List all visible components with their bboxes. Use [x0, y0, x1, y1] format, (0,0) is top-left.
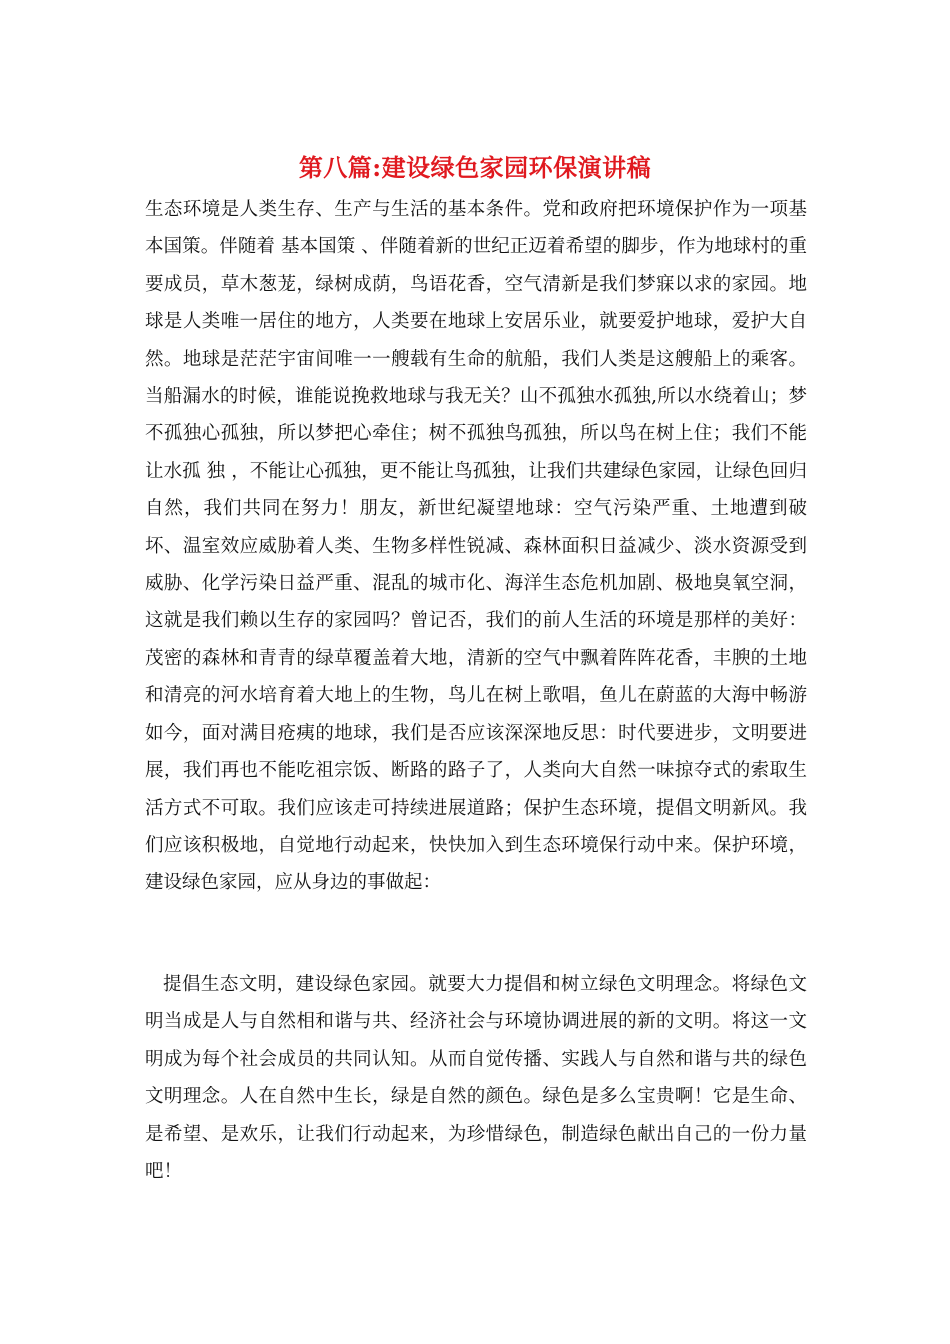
body-paragraph-1: 生态环境是人类生存、生产与生活的基本条件。党和政府把环境保护作为一项基本国策。伴随着 基本国策 、伴随着新的世纪正迈着希望的脚步，作为地球村的重要成员，草木葱茏，绿树成荫，鸟语花香，空气清新是我们梦寐以求的家园。地球是人类唯一居住的地方，人类要在地球上安居乐业，就要爱护地球，爱护大自然。地球是茫茫宇宙间唯一一艘载有生命的航船，我们人类是这艘船上的乘客。当船漏水的时候，谁能说挽救地球与我无关？山不孤独水孤独,所以水绕着山；梦不孤独心孤独，所以梦把心牵住；树不孤独鸟孤独，所以鸟在树上住；我们不能让水孤 独 ，不能让心孤独，更不能让鸟孤独，让我们共建绿色家园，让绿色回归自然，我们共同在努力！朋友，新世纪凝望地球：空气污染严重、土地遭到破坏、温室效应威胁着人类、生物多样性锐减、森林面积日益减少、淡水资源受到威胁、化学污染日益严重、混乱的城市化、海洋生态危机加剧、极地臭氧空洞，这就是我们赖以生存的家园吗？曾记否，我们的前人生活的环境是那样的美好：茂密的森林和青青的绿草覆盖着大地，清新的空气中飘着阵阵花香，丰腴的土地和清亮的河水培育着大地上的生物，鸟儿在树上歌唱，鱼儿在蔚蓝的大海中畅游 如今，面对满目疮痍的地球，我们是否应该深深地反思：时代要进步，文明要进展，我们再也不能吃祖宗饭、断路的路子了，人类向大自然一味掠夺式的索取生活方式不可取。我们应该走可持续进展道路；保护生态环境，提倡文明新风。我们应该积极地，自觉地行动起来，快快加入到生态环境保行动中来。保护环境，建设绿色家园，应从身边的事做起：: [145, 199, 807, 894]
body-paragraph-2: 提倡生态文明，建设绿色家园。就要大力提倡和树立绿色文明理念。将绿色文明当成是人与自然相和谐与共、经济社会与环境协调进展的新的文明。将这一文明成为每个社会成员的共同认知。从而自觉传播、实践人与自然和谐与共的绿色文明理念。人在自然中生长，绿是自然的颜色。绿色是多么宝贵啊！它是生命、是希望、是欢乐，让我们行动起来，为珍惜绿色，制造绿色献出自己的一份力量吧！: [145, 974, 807, 1183]
document-title: 第八篇:建设绿色家园环保演讲稿: [298, 153, 652, 182]
